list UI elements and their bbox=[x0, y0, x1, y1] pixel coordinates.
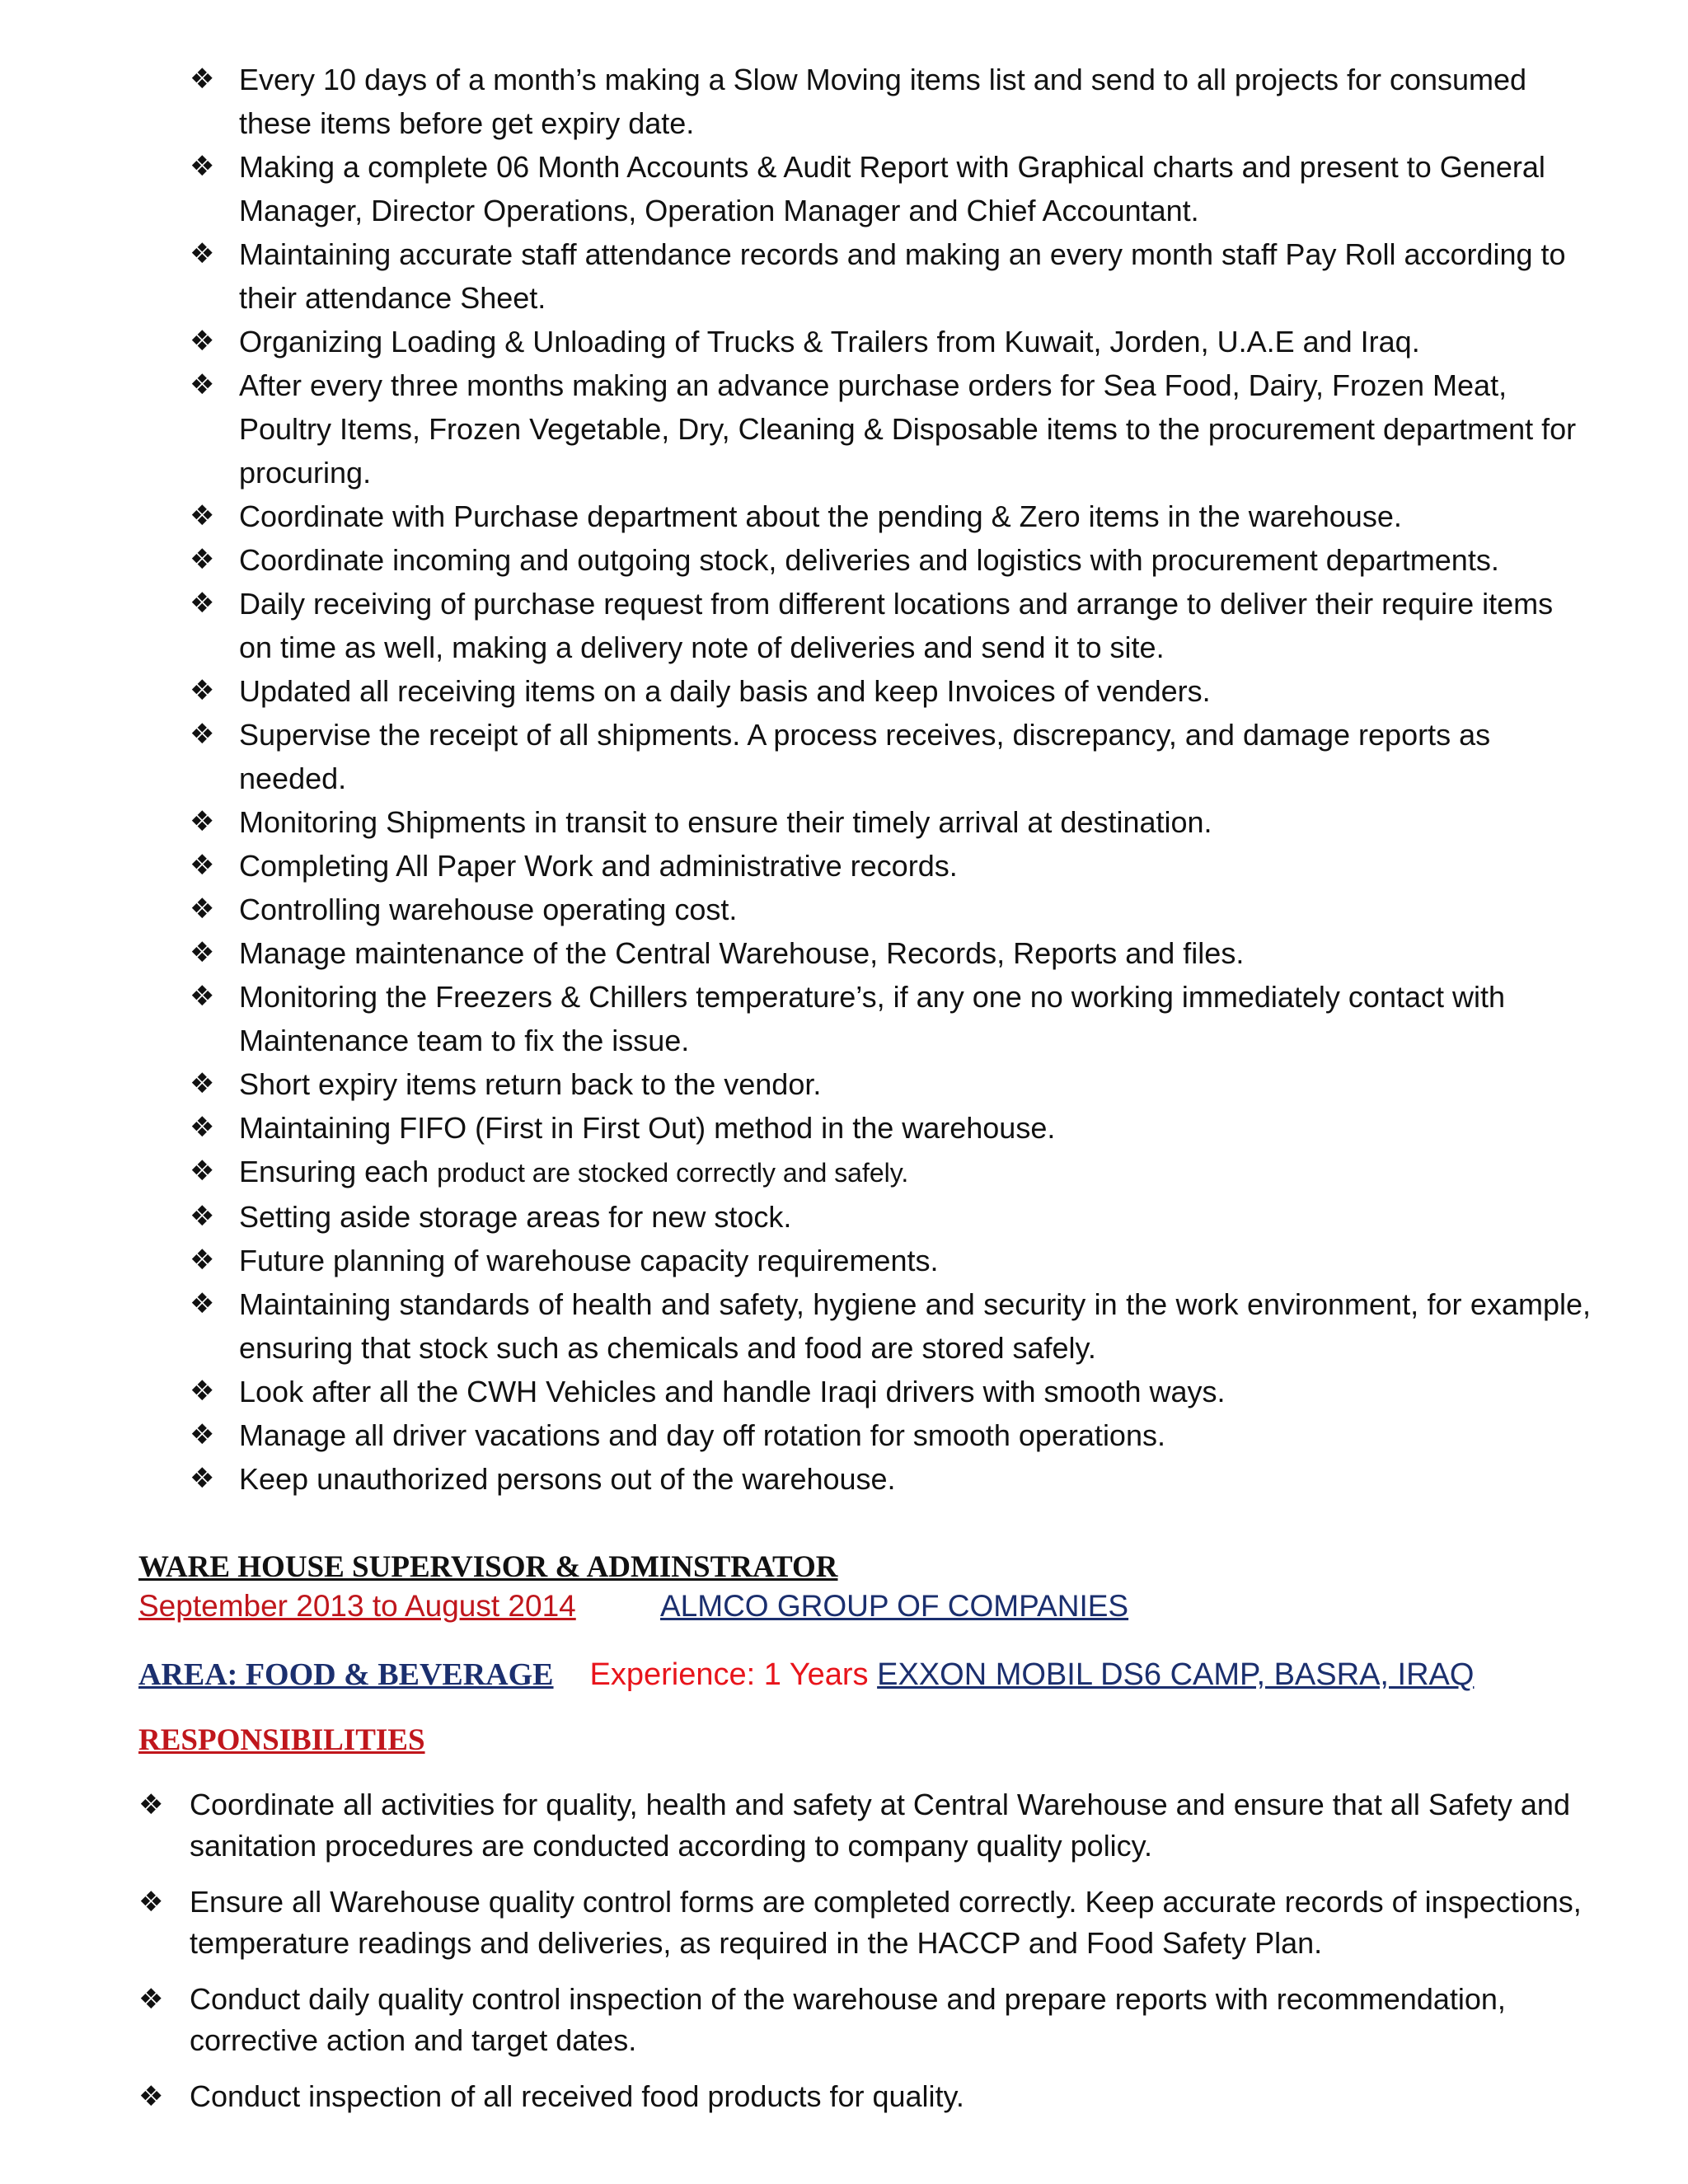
job-area: AREA: FOOD & BEVERAGE bbox=[138, 1657, 554, 1692]
diamond-bullet-icon: ❖ bbox=[190, 587, 215, 620]
job-experience: Experience: 1 Years bbox=[589, 1657, 878, 1692]
list-item: ❖ Organizing Loading & Unloading of Trucks & Trailers from Kuwait, Jorden, U.A.E and Iraq. bbox=[190, 320, 1591, 363]
list-item: ❖ Daily receiving of purchase request from different locations and arrange to deliver their require items on time as well, making a delivery note of deliveries and send it to site. bbox=[190, 582, 1591, 669]
list-item: ❖ Conduct inspection of all received food products for quality. bbox=[138, 2076, 1589, 2117]
list-item: ❖ Coordinate with Purchase department about the pending & Zero items in the warehouse. bbox=[190, 494, 1591, 538]
job-area-row bbox=[138, 1657, 1474, 1693]
list-item: ❖ Completing All Paper Work and administrative records. bbox=[190, 844, 1591, 888]
list-item: ❖ Coordinate incoming and outgoing stock, deliveries and logistics with procurement departments. bbox=[190, 538, 1591, 582]
diamond-bullet-icon: ❖ bbox=[190, 674, 215, 707]
diamond-bullet-icon: ❖ bbox=[190, 1111, 215, 1144]
company-name: ALMCO GROUP OF COMPANIES bbox=[660, 1589, 1129, 1623]
diamond-bullet-icon: ❖ bbox=[190, 543, 215, 576]
diamond-bullet-icon: ❖ bbox=[190, 980, 215, 1013]
diamond-bullet-icon: ❖ bbox=[190, 1200, 215, 1233]
diamond-bullet-icon: ❖ bbox=[190, 1462, 215, 1495]
list-item: ❖ Maintaining FIFO (First in First Out) method in the warehouse. bbox=[190, 1106, 1591, 1150]
list-item: ❖ Monitoring Shipments in transit to ensure their timely arrival at destination. bbox=[190, 800, 1591, 844]
diamond-bullet-icon: ❖ bbox=[190, 1155, 215, 1188]
list-item: ❖ Setting aside storage areas for new stock. bbox=[190, 1195, 1591, 1239]
list-item: ❖ Manage maintenance of the Central Warehouse, Records, Reports and files. bbox=[190, 931, 1591, 975]
diamond-bullet-icon: ❖ bbox=[190, 936, 215, 969]
list-item: ❖ Ensure all Warehouse quality control forms are completed correctly. Keep accurate records of inspections, temperature readings and deliveries, as required in the HACCP and Food Safety Plan. bbox=[138, 1882, 1589, 1964]
job-site: EXXON MOBIL DS6 CAMP, BASRA, IRAQ bbox=[877, 1657, 1475, 1692]
diamond-bullet-icon: ❖ bbox=[190, 1067, 215, 1100]
diamond-bullet-icon: ❖ bbox=[190, 237, 215, 270]
diamond-bullet-icon: ❖ bbox=[190, 718, 215, 751]
list-item: ❖ Short expiry items return back to the vendor. bbox=[190, 1062, 1591, 1106]
list-item: ❖ Maintaining accurate staff attendance records and making an every month staff Pay Roll according to their attendance Sheet. bbox=[190, 232, 1591, 320]
diamond-bullet-icon: ❖ bbox=[190, 150, 215, 183]
diamond-bullet-icon: ❖ bbox=[190, 1418, 215, 1451]
responsibilities-list bbox=[138, 1784, 1589, 2132]
list-item: ❖ Every 10 days of a month’s making a Slow Moving items list and send to all projects for consumed these items before get expiry date. bbox=[190, 58, 1591, 145]
diamond-bullet-icon: ❖ bbox=[138, 1788, 164, 1821]
list-item: ❖ Ensuring each product are stocked correctly and safely. bbox=[190, 1150, 1591, 1195]
list-item: ❖ Making a complete 06 Month Accounts & Audit Report with Graphical charts and present to General Manager, Director Operations, Operation Manager and Chief Accountant. bbox=[190, 145, 1591, 232]
list-item: ❖ Keep unauthorized persons out of the warehouse. bbox=[190, 1457, 1591, 1501]
diamond-bullet-icon: ❖ bbox=[138, 2080, 164, 2113]
list-item: ❖ Supervise the receipt of all shipments. A process receives, discrepancy, and damage reports as needed. bbox=[190, 713, 1591, 800]
job-period-row bbox=[138, 1589, 1129, 1624]
diamond-bullet-icon: ❖ bbox=[190, 893, 215, 926]
list-item: ❖ Manage all driver vacations and day off rotation for smooth operations. bbox=[190, 1413, 1591, 1457]
diamond-bullet-icon: ❖ bbox=[138, 1983, 164, 2016]
diamond-bullet-icon: ❖ bbox=[190, 805, 215, 838]
list-item: ❖ Controlling warehouse operating cost. bbox=[190, 888, 1591, 931]
diamond-bullet-icon: ❖ bbox=[190, 63, 215, 96]
list-item: ❖ After every three months making an advance purchase orders for Sea Food, Dairy, Frozen Meat, Poultry Items, Frozen Vegetable, Dry, Cleaning & Disposable items to the procurement department for procuring. bbox=[190, 363, 1591, 494]
job-title: WARE HOUSE SUPERVISOR & ADMINSTRATOR bbox=[138, 1550, 838, 1584]
diamond-bullet-icon: ❖ bbox=[190, 849, 215, 882]
job-period: September 2013 to August 2014 bbox=[138, 1589, 576, 1623]
diamond-bullet-icon: ❖ bbox=[138, 1886, 164, 1919]
list-item: ❖ Updated all receiving items on a daily basis and keep Invoices of venders. bbox=[190, 669, 1591, 713]
duties-list bbox=[190, 58, 1591, 1501]
list-item: ❖ Look after all the CWH Vehicles and handle Iraqi drivers with smooth ways. bbox=[190, 1370, 1591, 1413]
list-item: ❖ Maintaining standards of health and safety, hygiene and security in the work environment, for example, ensuring that stock such as chemicals and food are stored safely. bbox=[190, 1282, 1591, 1370]
diamond-bullet-icon: ❖ bbox=[190, 1244, 215, 1277]
diamond-bullet-icon: ❖ bbox=[190, 368, 215, 401]
list-item: ❖ Conduct daily quality control inspection of the warehouse and prepare reports with recommendation, corrective action and target dates. bbox=[138, 1979, 1589, 2061]
responsibilities-heading: RESPONSIBILITIES bbox=[138, 1723, 425, 1757]
list-item: ❖ Coordinate all activities for quality, health and safety at Central Warehouse and ensure that all Safety and sanitation procedures are conducted according to company quality policy. bbox=[138, 1784, 1589, 1867]
diamond-bullet-icon: ❖ bbox=[190, 1287, 215, 1320]
list-item: ❖ Monitoring the Freezers & Chillers temperature’s, if any one no working immediately contact with Maintenance team to fix the issue. bbox=[190, 975, 1591, 1062]
list-item: ❖ Future planning of warehouse capacity requirements. bbox=[190, 1239, 1591, 1282]
diamond-bullet-icon: ❖ bbox=[190, 499, 215, 532]
diamond-bullet-icon: ❖ bbox=[190, 1375, 215, 1408]
diamond-bullet-icon: ❖ bbox=[190, 325, 215, 358]
